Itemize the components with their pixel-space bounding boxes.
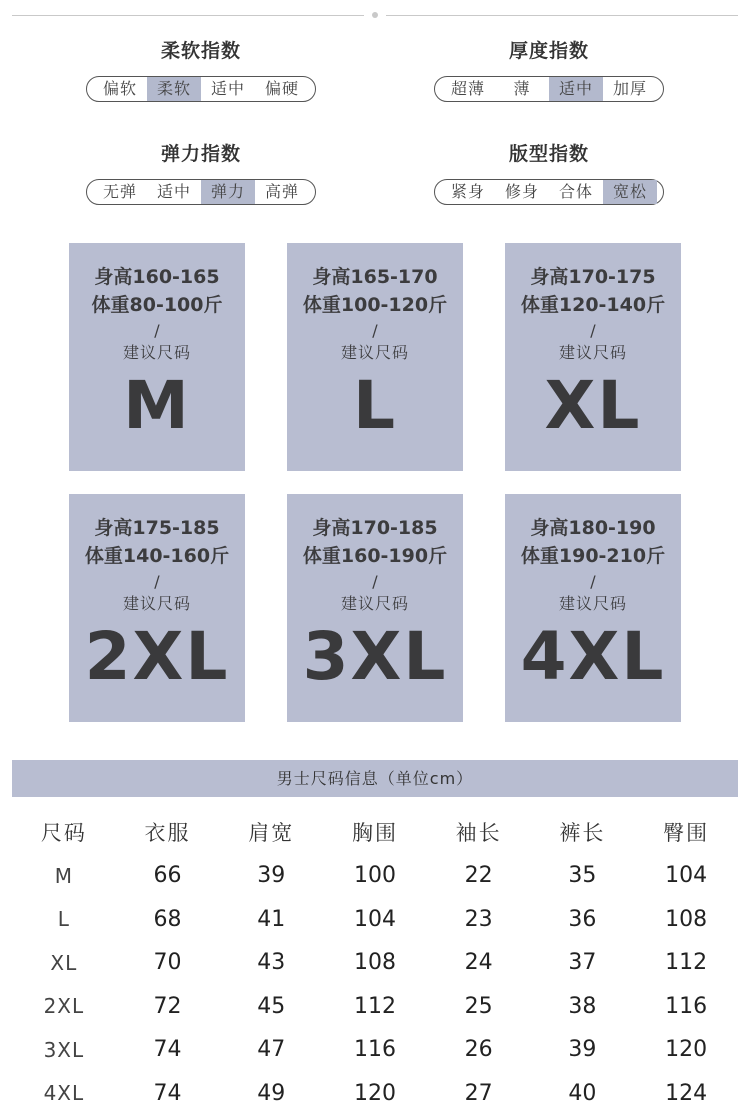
table-cell: 108: [634, 898, 738, 942]
card-recommend-label: 建议尺码: [287, 342, 463, 364]
top-divider-right: [386, 15, 738, 16]
size-card-4xl: [505, 494, 681, 722]
card-recommend-label: 建议尺码: [287, 593, 463, 615]
size-table-header-row: [12, 810, 738, 854]
scale-option: 超薄: [441, 77, 495, 101]
table-cell: 120: [634, 1028, 738, 1072]
size-card-m: [69, 243, 245, 471]
table-row: [12, 941, 738, 985]
table-cell: 66: [116, 854, 220, 898]
index-block-fit: [431, 141, 667, 205]
scale-option-selected: 弹力: [201, 180, 255, 204]
table-cell: 72: [116, 985, 220, 1029]
table-cell: 70: [116, 941, 220, 985]
index-block-elasticity: [83, 141, 319, 205]
scale-option: 适中: [201, 77, 255, 101]
table-cell: 27: [427, 1072, 531, 1115]
table-cell: XL: [12, 941, 116, 985]
card-slash: /: [505, 571, 681, 593]
card-weight: 体重100-120斤: [287, 291, 463, 319]
scale-option: 偏软: [93, 77, 147, 101]
table-cell: 120: [323, 1072, 427, 1115]
top-divider-left: [12, 15, 364, 16]
table-cell: 112: [323, 985, 427, 1029]
scale-option-selected: 柔软: [147, 77, 201, 101]
card-slash: /: [505, 320, 681, 342]
scale-option: 偏硬: [255, 77, 309, 101]
table-cell: 37: [531, 941, 635, 985]
card-slash: /: [69, 571, 245, 593]
scale-option-selected: 适中: [549, 77, 603, 101]
scale-option: 修身: [495, 180, 549, 204]
index-scale: [86, 76, 316, 102]
card-height: 身高170-175: [505, 263, 681, 291]
size-table-title: 男士尺码信息（单位cm）: [12, 760, 738, 797]
table-cell: 39: [219, 854, 323, 898]
table-cell: 38: [531, 985, 635, 1029]
table-cell: 74: [116, 1072, 220, 1115]
table-cell: 100: [323, 854, 427, 898]
header-chest: 胸围: [323, 810, 427, 854]
scale-option: 适中: [147, 180, 201, 204]
table-cell: 22: [427, 854, 531, 898]
card-weight: 体重190-210斤: [505, 542, 681, 570]
scale-option: 无弹: [93, 180, 147, 204]
table-row: [12, 854, 738, 898]
header-hip: 臀围: [634, 810, 738, 854]
table-cell: 26: [427, 1028, 531, 1072]
card-recommend-label: 建议尺码: [505, 593, 681, 615]
table-cell: 74: [116, 1028, 220, 1072]
card-height: 身高175-185: [69, 514, 245, 542]
header-length: 衣服: [116, 810, 220, 854]
card-weight: 体重140-160斤: [69, 542, 245, 570]
scale-option: 加厚: [603, 77, 657, 101]
card-recommend-label: 建议尺码: [505, 342, 681, 364]
table-cell: 104: [323, 898, 427, 942]
size-card-xl: [505, 243, 681, 471]
table-cell: 49: [219, 1072, 323, 1115]
header-size: 尺码: [12, 810, 116, 854]
index-scale: [434, 76, 664, 102]
scale-option: 紧身: [441, 180, 495, 204]
top-divider-dot: [372, 12, 378, 18]
table-cell: 43: [219, 941, 323, 985]
index-title: 弹力指数: [83, 141, 319, 167]
scale-option: 薄: [495, 77, 549, 101]
size-card-2xl: [69, 494, 245, 722]
header-pants-length: 裤长: [531, 810, 635, 854]
table-cell: L: [12, 898, 116, 942]
index-title: 柔软指数: [83, 38, 319, 64]
card-height: 身高170-185: [287, 514, 463, 542]
scale-option-selected: 宽松: [603, 180, 657, 204]
table-cell: 4XL: [12, 1072, 116, 1115]
table-cell: 116: [634, 985, 738, 1029]
header-shoulder: 肩宽: [219, 810, 323, 854]
table-cell: M: [12, 854, 116, 898]
table-cell: 23: [427, 898, 531, 942]
table-cell: 104: [634, 854, 738, 898]
index-scale: [434, 179, 664, 205]
index-title: 厚度指数: [431, 38, 667, 64]
table-cell: 112: [634, 941, 738, 985]
card-size: 3XL: [287, 619, 463, 695]
table-cell: 35: [531, 854, 635, 898]
index-block-softness: [83, 38, 319, 102]
card-height: 身高165-170: [287, 263, 463, 291]
header-sleeve: 袖长: [427, 810, 531, 854]
card-slash: /: [69, 320, 245, 342]
table-cell: 108: [323, 941, 427, 985]
table-cell: 40: [531, 1072, 635, 1115]
table-cell: 47: [219, 1028, 323, 1072]
card-size: L: [287, 368, 463, 444]
scale-option: 高弹: [255, 180, 309, 204]
card-weight: 体重120-140斤: [505, 291, 681, 319]
card-size: 2XL: [69, 619, 245, 695]
card-size: XL: [505, 368, 681, 444]
table-row: [12, 1072, 738, 1115]
card-size: 4XL: [505, 619, 681, 695]
scale-option: 合体: [549, 180, 603, 204]
table-cell: 45: [219, 985, 323, 1029]
table-cell: 68: [116, 898, 220, 942]
table-cell: 3XL: [12, 1028, 116, 1072]
card-recommend-label: 建议尺码: [69, 342, 245, 364]
table-cell: 116: [323, 1028, 427, 1072]
table-cell: 24: [427, 941, 531, 985]
table-row: [12, 985, 738, 1029]
card-height: 身高180-190: [505, 514, 681, 542]
index-title: 版型指数: [431, 141, 667, 167]
size-table: [12, 810, 738, 1115]
card-weight: 体重80-100斤: [69, 291, 245, 319]
table-cell: 36: [531, 898, 635, 942]
card-weight: 体重160-190斤: [287, 542, 463, 570]
size-card-3xl: [287, 494, 463, 722]
table-cell: 41: [219, 898, 323, 942]
table-cell: 39: [531, 1028, 635, 1072]
table-row: [12, 1028, 738, 1072]
card-height: 身高160-165: [69, 263, 245, 291]
card-slash: /: [287, 571, 463, 593]
card-recommend-label: 建议尺码: [69, 593, 245, 615]
size-card-l: [287, 243, 463, 471]
table-cell: 25: [427, 985, 531, 1029]
table-cell: 124: [634, 1072, 738, 1115]
index-scale: [86, 179, 316, 205]
table-cell: 2XL: [12, 985, 116, 1029]
card-size: M: [69, 368, 245, 444]
table-row: [12, 898, 738, 942]
index-block-thickness: [431, 38, 667, 102]
card-slash: /: [287, 320, 463, 342]
